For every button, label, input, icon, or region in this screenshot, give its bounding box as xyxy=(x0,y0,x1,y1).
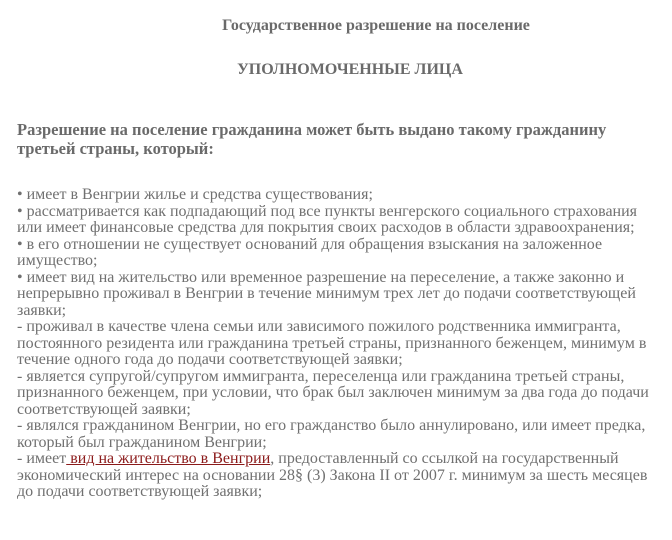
residence-permit-link[interactable]: вид на жительство в Венгрии xyxy=(66,450,271,467)
list-item: • рассматривается как подпадающий под все пункты венгерского социального страхования или имеет финансовые средства для покрытия своих расходов в области здравоохранения; xyxy=(17,202,638,236)
list-item: • в его отношении не существует оснований для обращения взыскания на заложенное имущество; xyxy=(17,235,603,269)
requirements-list xyxy=(17,187,657,501)
intro-paragraph: Разрешение на поселение гражданина может быть выдано такому гражданину третьей страны, который: xyxy=(17,120,607,158)
list-item: • имеет вид на жительство или временное разрешение на переселение, а также законно и непрерывно проживал в Венгрии в течение минимум трех лет до подачи соответствующей заявки; xyxy=(17,268,636,319)
list-item-suffix: , предоставленный со ссылкой на государственный экономический интерес на основании 28§ (3) Закона II от 2007 г. минимум за шесть месяцев до подачи соответствующей заявки; xyxy=(17,450,648,500)
list-item: - проживал в качестве члена семьи или зависимого пожилого родственника иммигранта, постоянного резидента или гражданина третьей страны, признанного беженцем, минимум в течение одного года до подачи соответствующей заявки; xyxy=(17,318,647,368)
list-item-with-link xyxy=(17,451,657,501)
list-item-prefix: - имеет xyxy=(17,450,67,467)
section-heading: УПОЛНОМОЧЕННЫЕ ЛИЦА xyxy=(237,61,463,78)
list-item: • имеет в Венгрии жилье и средства существования; xyxy=(17,186,373,203)
list-item: - являлся гражданином Венгрии, но его гражданство было аннулировано, или имеет предка, который был гражданином Венгрии; xyxy=(17,417,646,451)
page-title: Государственное разрешение на поселение xyxy=(222,17,530,34)
list-item: - является супругой/супругом иммигранта, переселенца или гражданина третьей страны, признанного беженцем, при условии, что брак был заключен минимум за два года до подачи соответствующей заявки; xyxy=(17,367,649,418)
